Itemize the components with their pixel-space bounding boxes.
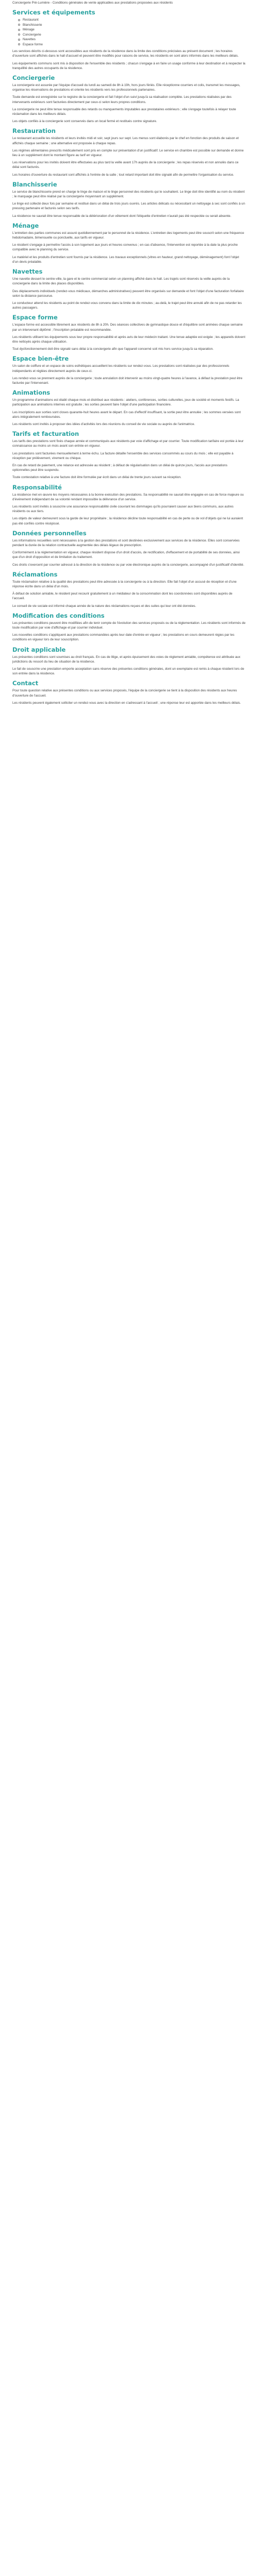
paragraph: Les présentes conditions sont soumises au droit français. En cas de litige, et après épuisement des voies de règlement amiable, compétence est attribuée aux juridictions du ressort du lieu de situation de la résidence. — [12, 655, 240, 664]
section — [12, 222, 246, 264]
paragraph: Toute demande est enregistrée sur le registre de la conciergerie et fait l'objet d'un suivi jusqu'à sa réalisation complète. Les prestations réalisées par des intervenants extérieurs sont facturées directement par ceux-ci selon leurs propres conditions. — [12, 95, 232, 104]
section — [12, 680, 246, 705]
bullet-icon — [18, 24, 20, 26]
section-title: Navettes — [12, 268, 43, 276]
section — [12, 612, 246, 642]
paragraph: Les rendez-vous se prennent auprès de la conciergerie ; toute annulation doit intervenir au moins vingt-quatre heures à l'avance, à défaut la prestation peut être facturée par l'intervenant. — [12, 376, 243, 385]
bullet-icon — [18, 29, 20, 31]
section-title: Espace forme — [12, 314, 58, 321]
paragraph: L'entretien des parties communes est assuré quotidiennement par le personnel de la résidence. L'entretien des logements peut être souscrit selon une fréquence hebdomadaire, bimensuelle ou ponctuelle, aux tarifs en vigueur. — [12, 231, 245, 240]
section-title: Ménage — [12, 222, 39, 229]
section — [12, 127, 246, 177]
paragraph: En cas de retard de paiement, une relance est adressée au résident ; à défaut de régularisation dans un délai de quinze jours, l'accès aux prestations optionnelles peut être suspendu. — [12, 463, 228, 472]
paragraph: Les résidents utilisent les équipements sous leur propre responsabilité et après avis de leur médecin traitant. Une tenue adaptée est exigée ; les appareils doivent être nettoyés après chaque utilisation. — [12, 335, 246, 344]
paragraph: Ces droits s'exercent par courrier adressé à la direction de la résidence ou par voie électronique auprès de la conciergerie, accompagné d'un justificatif d'identité. — [12, 563, 245, 567]
paragraph: Les services décrits ci-dessous sont accessibles aux résidents de la résidence dans la limite des conditions précisées au présent document ; les horaires d'ouverture sont affichés dans le hall d'accueil et peuvent être modifiés pour raisons de service, les résidents en sont alors informés dans les meilleurs délais. — [12, 49, 239, 58]
paragraph: La résidence met en œuvre les moyens nécessaires à la bonne exécution des prestations. Sa responsabilité ne saurait être engagée en cas de force majeure ou d'événement indépendant de sa volonté rendant impossible la délivrance d'un service. — [12, 493, 244, 501]
paragraph: Conformément à la réglementation en vigueur, chaque résident dispose d'un droit d'accès, de rectification, d'effacement et de portabilité de ses données, ainsi que d'un droit d'opposition et de limitation du traitement. — [12, 551, 240, 560]
paragraph: Le linge est collecté deux fois par semaine et restitué dans un délai de trois jours ouvrés. Les articles délicats ou nécessitant un nettoyage à sec sont confiés à un pressing partenaire et facturés selon ses tarifs. — [12, 202, 245, 211]
paragraph: Le fait de souscrire une prestation emporte acceptation sans réserve des présentes conditions générales, dont un exemplaire est remis à chaque résident lors de son entrée dans la résidence. — [12, 667, 245, 676]
paragraph: Des déplacements individuels (rendez-vous médicaux, démarches administratives) peuvent être organisés sur demande et font l'objet d'une facturation forfaitaire selon la distance parcourue. — [12, 289, 244, 298]
list-item-label: Navettes — [23, 38, 36, 42]
list-item — [12, 27, 246, 32]
paragraph: La résidence ne saurait être tenue responsable de la détérioration d'un vêtement dont l'étiquette d'entretien n'aurait pas été respectée ou serait absente. — [12, 214, 232, 218]
list-item — [12, 32, 246, 38]
paragraph: Les tarifs des prestations sont fixés chaque année et communiqués aux résidents par voie d'affichage et par courrier. Toute modification tarifaire est portée à leur connaissance au moins un mois avant son entrée en vigueur. — [12, 439, 244, 448]
section — [12, 74, 246, 124]
list-item-label: Conciergerie — [23, 32, 41, 37]
paragraph: À défaut de solution amiable, le résident peut recourir gratuitement à un médiateur de la consommation dont les coordonnées sont disponibles auprès de l'accueil. — [12, 592, 233, 601]
paragraph: L'espace forme est accessible librement aux résidents de 8h à 20h. Des séances collectives de gymnastique douce et d'équilibre sont animées chaque semaine par un intervenant diplômé ; l'inscription préalable est recommandée. — [12, 323, 243, 332]
paragraph: Les résidents sont invités à souscrire une assurance responsabilité civile couvrant les dommages qu'ils pourraient causer aux biens communs, aux autres résidents ou aux tiers. — [12, 504, 234, 514]
services-list — [12, 18, 246, 47]
paragraph: Les prestations sont facturées mensuellement à terme échu. La facture détaille l'ensemble des services consommés au cours du mois ; elle est payable à réception par prélèvement, virement ou chèque. — [12, 451, 234, 460]
section-title: Blanchisserie — [12, 180, 57, 188]
section — [12, 484, 246, 526]
paragraph: Le conseil de vie sociale est informé chaque année de la nature des réclamations reçues et des suites qui leur ont été données. — [12, 604, 196, 608]
paragraph: Toute réclamation relative à la qualité des prestations peut être adressée à la conciergerie ou à la direction. Elle fait l'objet d'un accusé de réception et d'une réponse écrite dans un délai d'un mois. — [12, 580, 237, 589]
paragraph: Le matériel et les produits d'entretien sont fournis par la résidence. Les travaux exceptionnels (vitres en hauteur, grand nettoyage, déménagement) font l'objet d'un devis préalable. — [12, 255, 239, 264]
list-item-label: Restaurant — [23, 18, 39, 22]
sections-container — [12, 9, 246, 705]
paragraph: Un programme d'animations est établi chaque mois et distribué aux résidents : ateliers, conférences, sorties culturelles, jeux de société et moments festifs. La participation aux animations internes est gratuite ; les sorties peuvent faire l'objet d'une participation financière. — [12, 398, 239, 407]
section-title: Responsabilité — [12, 483, 62, 491]
section-title: Contact — [12, 680, 39, 687]
list-item — [12, 18, 246, 23]
section — [12, 181, 246, 218]
document-page — [6, 1, 252, 705]
section — [12, 389, 246, 427]
paragraph: Le restaurant accueille les résidents et leurs invités midi et soir, sept jours sur sept. Les menus sont élaborés par le chef en fonction des produits de saison et affichés chaque semaine ; une alternative est proposée à chaque repas. — [12, 137, 239, 145]
paragraph: Pour toute question relative aux présentes conditions ou aux services proposés, l'équipe de la conciergerie se tient à la disposition des résidents aux heures d'ouverture de l'accueil. — [12, 689, 237, 698]
list-item — [12, 37, 246, 42]
paragraph: Le service de blanchisserie prend en charge le linge de maison et le linge personnel des résidents qui le souhaitent. Le linge doit être identifié au nom du résident ; le marquage peut être réalisé par la conciergerie moyennant un supplément. — [12, 190, 245, 199]
section-title: Réclamations — [12, 570, 58, 578]
paragraph: Le résident s'engage à permettre l'accès à son logement aux jours et heures convenus ; en cas d'absence, l'intervention est reportée à la date la plus proche compatible avec le planning du service. — [12, 243, 238, 252]
section-title: Animations — [12, 389, 51, 397]
paragraph: Les objets de valeur demeurent sous la garde de leur propriétaire ; la résidence décline toute responsabilité en cas de perte ou de vol d'objets qui ne lui auraient pas été confiés contre récépissé. — [12, 517, 243, 526]
bullet-icon — [18, 19, 20, 21]
list-item-label: Espace forme — [23, 42, 43, 46]
paragraph: Les présentes conditions peuvent être modifiées afin de tenir compte de l'évolution des services proposés ou de la réglementation. Les résidents sont informés de toute modification par voie d'affichage et par courrier individuel. — [12, 621, 246, 630]
bullet-icon — [18, 43, 20, 45]
section — [12, 355, 246, 385]
paragraph: Un salon de coiffure et un espace de soins esthétiques accueillent les résidents sur rendez-vous. Les prestations sont réalisées par des professionnels indépendants et réglées directement auprès de ceux-ci. — [12, 364, 230, 373]
section — [12, 530, 246, 567]
section — [12, 268, 246, 310]
list-item — [12, 23, 246, 28]
paragraph: Les résidents sont invités à proposer des idées d'activités lors des réunions du conseil de vie sociale ou auprès de l'animatrice. — [12, 422, 195, 426]
paragraph: Le conducteur attend les résidents au point de rendez-vous convenu dans la limite de dix minutes ; au-delà, le trajet peut être annulé afin de ne pas retarder les autres passagers. — [12, 301, 242, 310]
section-title: Espace bien-être — [12, 355, 69, 363]
section-title: Conciergerie — [12, 74, 55, 82]
paragraph: Les horaires d'ouverture du restaurant sont affichés à l'entrée de la salle ; tout retard important doit être signalé afin de permettre l'organisation du service. — [12, 173, 234, 177]
paragraph: Les nouvelles conditions s'appliquent aux prestations commandées après leur date d'entrée en vigueur ; les prestations en cours demeurent régies par les conditions en vigueur lors de leur souscription. — [12, 633, 235, 642]
section-title: Modification des conditions — [12, 612, 105, 619]
document-intro: Conciergerie Pré-Lumière - Conditions générales de vente applicables aux prestations proposées aux résidents — [12, 1, 173, 5]
list-item-label: Blanchisserie — [23, 23, 42, 27]
bullet-icon — [18, 33, 20, 36]
section — [12, 430, 246, 480]
paragraph: Une navette dessert le centre-ville, la gare et le centre commercial selon un planning affiché dans le hall. Les trajets sont réservés la veille auprès de la conciergerie dans la limite des places disponibles. — [12, 277, 230, 286]
paragraph: La conciergerie ne peut être tenue responsable des retards ou manquements imputables aux prestataires extérieurs ; elle s'engage toutefois à relayer toute réclamation dans les meilleurs délais. — [12, 107, 236, 116]
paragraph: La conciergerie est assurée par l'équipe d'accueil du lundi au samedi de 8h à 19h, hors jours fériés. Elle réceptionne courriers et colis, transmet les messages, organise les réservations de prestations et oriente les résidents vers les professionnels partenaires. — [12, 83, 240, 92]
paragraph: Les résidents peuvent également solliciter un rendez-vous avec la direction en s'adressant à l'accueil ; une réponse leur est apportée dans les meilleurs délais. — [12, 701, 241, 705]
section-title: Services et équipements — [12, 9, 95, 16]
section-title: Droit applicable — [12, 646, 66, 653]
paragraph: Les informations recueillies sont nécessaires à la gestion des prestations et sont destinées exclusivement aux services de la résidence. Elles sont conservées pendant la durée de la relation contractuelle augmentée des délais légaux de prescription. — [12, 538, 240, 547]
paragraph: Les réservations pour les invités doivent être effectuées au plus tard la veille avant 17h auprès de la conciergerie ; les repas réservés et non annulés dans ce délai sont facturés. — [12, 161, 239, 170]
list-item — [12, 42, 246, 47]
paragraph: Les inscriptions aux sorties sont closes quarante-huit heures avant le départ. En cas d'effectif insuffisant, la sortie peut être annulée ; les sommes versées sont alors intégralement remboursées. — [12, 410, 241, 419]
section — [12, 9, 246, 71]
paragraph: Les équipements communs sont mis à disposition de l'ensemble des résidents ; chacun s'engage à en faire un usage conforme à leur destination et à respecter la tranquillité des autres occupants de la résidence. — [12, 61, 246, 70]
paragraph: Les régimes alimentaires prescrits médicalement sont pris en compte sur présentation d'un justificatif. Le service en chambre est possible sur demande et donne lieu à un supplément dont le montant figure au tarif en vigueur. — [12, 148, 244, 158]
section-title: Restauration — [12, 127, 56, 135]
section — [12, 646, 246, 676]
section-title: Tarifs et facturation — [12, 430, 79, 438]
paragraph: Toute contestation relative à une facture doit être formulée par écrit dans un délai de trente jours suivant sa réception. — [12, 476, 182, 480]
list-item-label: Ménage — [23, 28, 35, 32]
paragraph: Les objets confiés à la conciergerie sont conservés dans un local fermé et restitués contre signature. — [12, 120, 157, 124]
section-title: Données personnelles — [12, 529, 87, 537]
bullet-icon — [18, 39, 20, 41]
paragraph: Tout dysfonctionnement doit être signalé sans délai à la conciergerie afin que l'appareil concerné soit mis hors service jusqu'à sa réparation. — [12, 347, 214, 351]
section — [12, 571, 246, 608]
section — [12, 314, 246, 351]
